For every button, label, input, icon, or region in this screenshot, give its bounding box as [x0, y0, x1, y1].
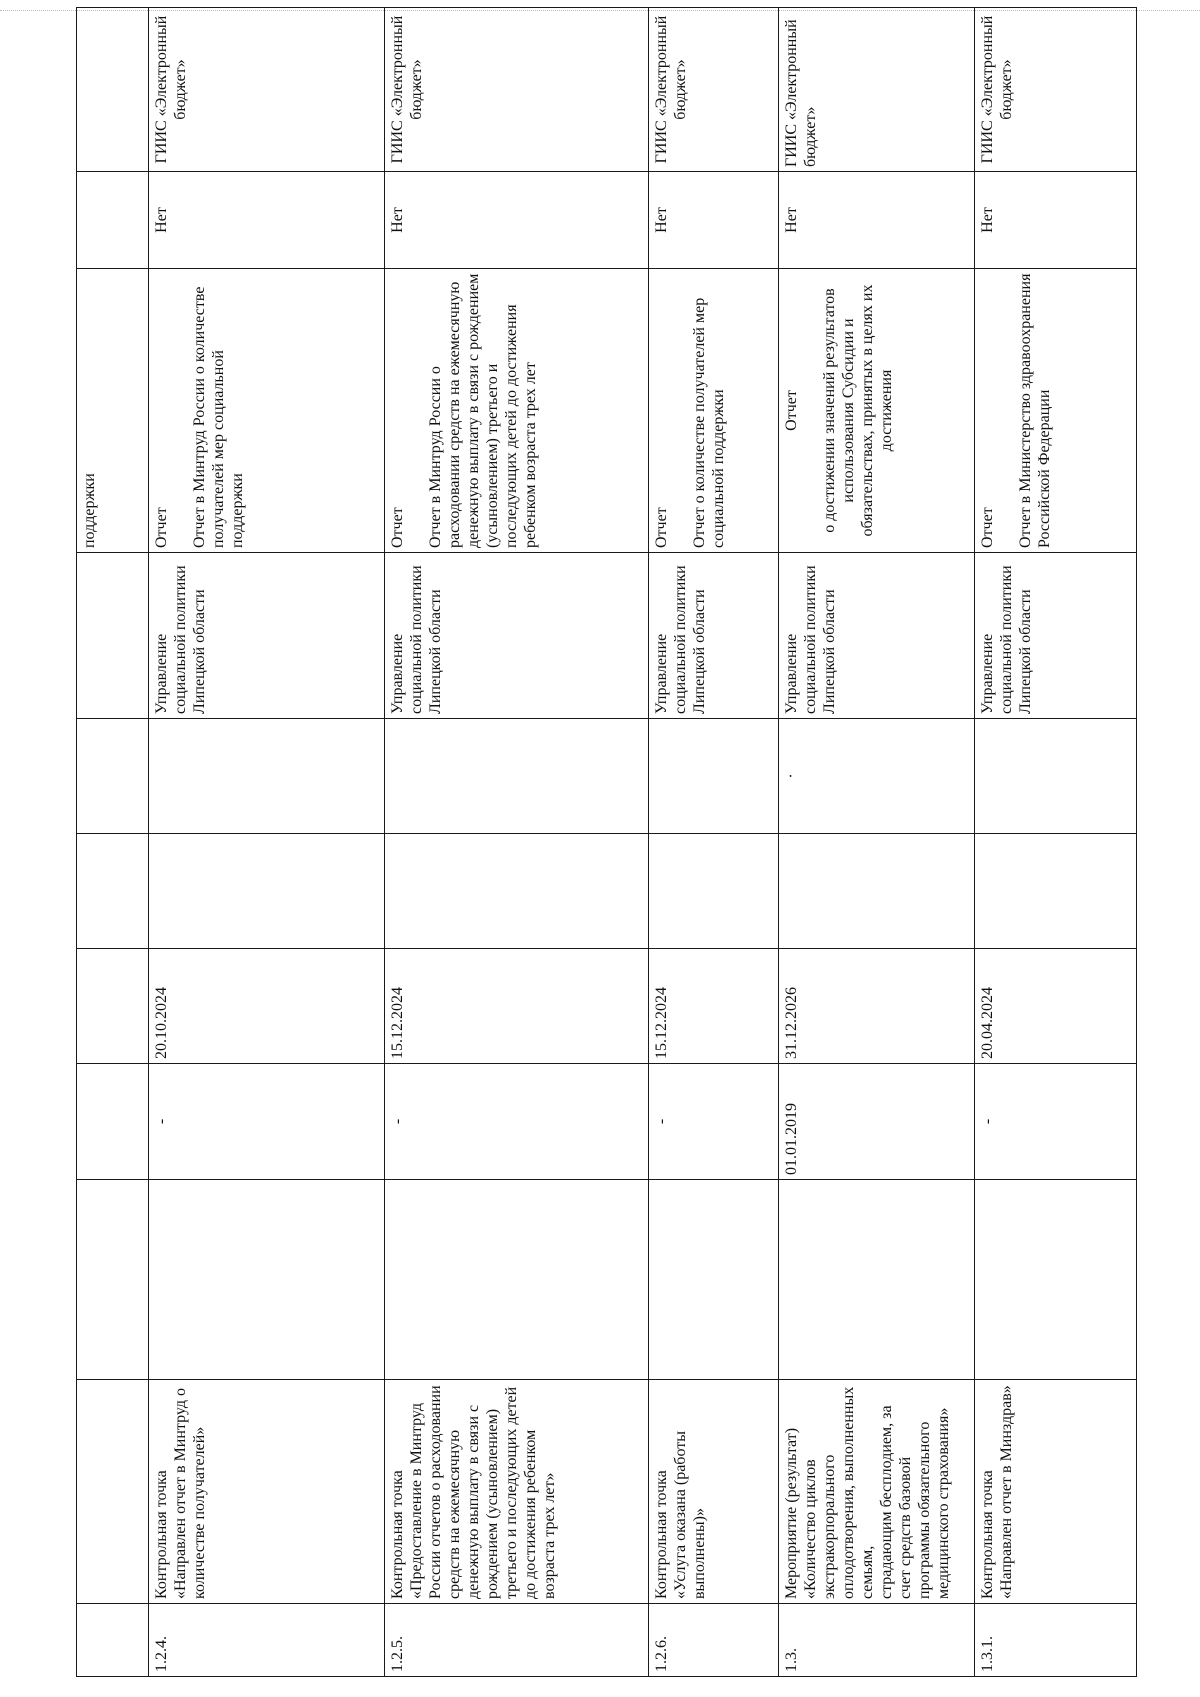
row-responsible: Управление социальной политики Липецкой области [975, 553, 1137, 719]
row-end-date: 31.12.2026 [779, 949, 975, 1064]
row-key-flag: Нет [385, 172, 649, 269]
header-support-text: поддержки [81, 473, 98, 548]
row-blank-cell [649, 834, 779, 949]
row-blank-cell [975, 834, 1137, 949]
table-row [975, 8, 1137, 1677]
row-document-title: Отчет [389, 507, 406, 548]
header-cell-name [77, 1380, 149, 1604]
row-document-text: о достижении значений результатов использования Субсидии и обязательствах, принятых в целях их достижения [821, 284, 895, 537]
row-document-cell [779, 269, 975, 553]
row-blank-cell [149, 834, 385, 949]
row-document-text: Отчет в Минтруд России о количестве получателей мер социальной поддержки [191, 286, 246, 548]
row-info-system: ГИИС «Электронный бюджет» [779, 8, 975, 172]
row-end-date: 20.04.2024 [975, 949, 1137, 1064]
row-document-text: Отчет в Минтруд России о расходовании средств на ежемесячную денежную выплату в связи с рождением (усыновлением) третьего и последующих детей до достижения ребенком возраста трех лет [427, 273, 539, 548]
row-end-date: 15.12.2024 [649, 949, 779, 1064]
row-blank-cell [975, 719, 1137, 834]
row-end-date: 20.10.2024 [149, 949, 385, 1064]
row-blank-cell [649, 1180, 779, 1380]
row-end-date: 15.12.2024 [385, 949, 649, 1064]
row-document-cell [385, 269, 649, 553]
header-row [77, 8, 149, 1677]
row-responsible: Управление социальной политики Липецкой области [385, 553, 649, 719]
row-info-system: ГИИС «Электронный бюджет» [975, 8, 1137, 172]
row-document-cell [975, 269, 1137, 553]
row-title: Контрольная точка «Направлен отчет в Минтруд о количестве получателей» [149, 1380, 385, 1604]
row-start-date: 01.01.2019 [779, 1064, 975, 1180]
row-number: 1.2.4. [149, 1604, 385, 1677]
row-start-date: - [975, 1064, 1137, 1180]
row-title: Контрольная точка «Услуга оказана (работы выполнены)» [649, 1380, 779, 1604]
table-row [149, 8, 385, 1677]
row-blank-cell [149, 719, 385, 834]
row-document-title: Отчет [979, 507, 996, 548]
table-row [649, 8, 779, 1677]
row-key-flag: Нет [649, 172, 779, 269]
row-blank-cell [975, 1180, 1137, 1380]
header-cell-blank [77, 719, 149, 834]
row-number: 1.2.6. [649, 1604, 779, 1677]
row-number: 1.3. [779, 1604, 975, 1677]
row-blank-cell [385, 719, 649, 834]
row-document-text: Отчет о количестве получателей мер социальной поддержки [691, 297, 727, 548]
header-cell-end [77, 949, 149, 1064]
row-title: Мероприятие (результат) «Количество циклов экстракорпорального оплодотворения, выполненных семьям, страдающим бесплодием, за счет средств базовой программы обязательного медицинского страхования» [779, 1380, 975, 1604]
header-cell-key [77, 172, 149, 269]
row-document-text: Отчет в Министерство здравоохранения Российской Федерации [1017, 273, 1053, 548]
row-responsible: Управление социальной политики Липецкой области [779, 553, 975, 719]
header-cell-system [77, 8, 149, 172]
row-blank-cell [779, 834, 975, 949]
row-blank-cell [149, 1180, 385, 1380]
header-cell-blank [77, 834, 149, 949]
row-blank-cell [779, 1180, 975, 1380]
row-responsible: Управление социальной политики Липецкой области [149, 553, 385, 719]
row-document-title: Отчет [153, 507, 170, 548]
row-key-flag: Нет [149, 172, 385, 269]
row-document-cell [649, 269, 779, 553]
header-cell-start [77, 1064, 149, 1180]
row-document-title: Отчет [783, 390, 800, 431]
header-cell-document [77, 269, 149, 553]
row-title: Контрольная точка «Предоставление в Минтруд России отчетов о расходовании средств на ежемесячную денежную выплату в связи с рождением (усыновлением) третьего и последующих детей до достижения ребенком возраста трех лет» [385, 1380, 649, 1604]
row-mark: · [783, 773, 800, 779]
row-number: 1.2.5. [385, 1604, 649, 1677]
row-number: 1.3.1. [975, 1604, 1137, 1677]
row-responsible: Управление социальной политики Липецкой области [649, 553, 779, 719]
row-info-system: ГИИС «Электронный бюджет» [149, 8, 385, 172]
plan-table [76, 7, 1137, 1677]
row-info-system: ГИИС «Электронный бюджет» [649, 8, 779, 172]
row-blank-cell [385, 1180, 649, 1380]
table-row [385, 8, 649, 1677]
row-info-system: ГИИС «Электронный бюджет» [385, 8, 649, 172]
row-blank-cell [385, 834, 649, 949]
header-cell-blank [77, 1180, 149, 1380]
row-start-date: - [649, 1064, 779, 1180]
row-document-title: Отчет [653, 507, 670, 548]
row-key-flag: Нет [975, 172, 1137, 269]
row-mark-cell [779, 719, 975, 834]
row-title: Контрольная точка «Направлен отчет в Минздрав» [975, 1380, 1137, 1604]
rotated-page [76, 15, 1136, 1677]
header-cell-responsible [77, 553, 149, 719]
row-start-date: - [385, 1064, 649, 1180]
row-document-cell [149, 269, 385, 553]
table-row [779, 8, 975, 1677]
row-blank-cell [649, 719, 779, 834]
row-key-flag: Нет [779, 172, 975, 269]
row-start-date: - [149, 1064, 385, 1180]
header-cell-num [77, 1604, 149, 1677]
